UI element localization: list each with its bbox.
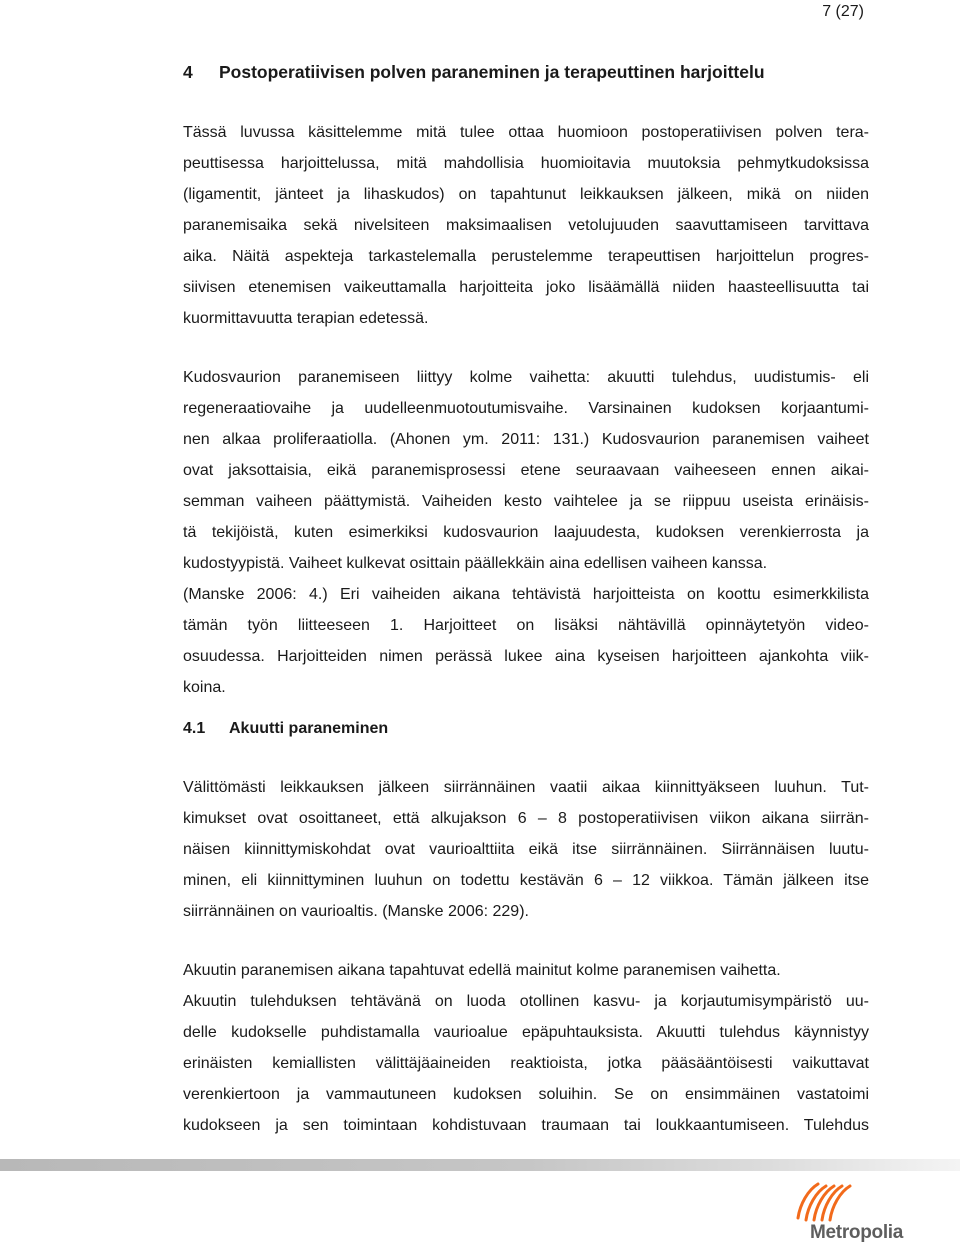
text-line: erinäisten kemiallisten välittäjäaineiden reaktioista, jotka pääsääntöisesti vaikuttavat	[183, 1055, 869, 1072]
text-line: aika. Näitä aspekteja tarkastelemalla perustelemme terapeuttisen harjoittelun progres-	[183, 248, 869, 265]
text-line: kimukset ovat osoittaneet, että alkujakson 6 – 8 postoperatiivisen viikon aikana siirrän-	[183, 810, 869, 827]
chapter-title: Postoperatiivisen polven paraneminen ja terapeuttinen harjoittelu	[219, 62, 765, 82]
text-line: kudostyypistä. Vaiheet kulkevat osittain päällekkäin aina edellisen vaiheen kanssa.	[183, 555, 768, 572]
text-line: paranemisaika sekä nivelsiteen maksimaalisen vetolujuuden saavuttamiseen tarvittava	[183, 217, 869, 234]
text-line: kudokseen ja sen toimintaan kohdistuvaan traumaan tai loukkaantumiseen. Tulehdus	[183, 1117, 869, 1134]
footer-bar	[0, 1159, 960, 1171]
page-number: 7 (27)	[822, 3, 864, 20]
text-line: Tässä luvussa käsittelemme mitä tulee ottaa huomioon postoperatiivisen polven tera-	[183, 124, 869, 141]
text-line: Kudosvaurion paranemiseen liittyy kolme vaihetta: akuutti tulehdus, uudistumis- eli	[183, 369, 869, 386]
text-line: Akuutin paranemisen aikana tapahtuvat edellä mainitut kolme paranemisen vaihetta.	[183, 962, 781, 979]
text-line: koina.	[183, 679, 226, 696]
text-line: semman vaiheen päättymistä. Vaiheiden kesto vaihtelee ja se riippuu useista erinäisis-	[183, 493, 869, 510]
text-line: (Manske 2006: 4.) Eri vaiheiden aikana tehtävistä harjoitteista on koottu esimerkkilista	[183, 586, 869, 603]
chapter-number: 4	[183, 62, 193, 82]
text-line: verenkiertoon ja vammautuneen kudoksen soluihin. Se on ensimmäinen vastatoimi	[183, 1086, 869, 1103]
chapter-heading	[183, 60, 883, 84]
text-line: delle kudokselle puhdistamalla vaurioalue epäpuhtauksista. Akuutti tulehdus käynnistyy	[183, 1024, 869, 1041]
section-heading	[183, 717, 388, 741]
text-line: minen, eli kiinnittyminen luuhun on todettu kestävän 6 – 12 viikkoa. Tämän jälkeen itse	[183, 872, 869, 889]
text-line: (ligamentit, jänteet ja lihaskudos) on tapahtunut leikkauksen jälkeen, mikä on niiden	[183, 186, 869, 203]
text-line: siirrännäinen on vaurioaltis. (Manske 2006: 229).	[183, 903, 529, 920]
text-line: siivisen etenemisen vaikeuttamalla harjoitteita joko lisäämällä niiden haasteellisuutta tai	[183, 279, 869, 296]
section-number: 4.1	[183, 720, 206, 737]
text-line: regeneraatiovaihe ja uudelleenmuotoutumisvaihe. Varsinainen kudoksen korjaantumi-	[183, 400, 869, 417]
text-line: Välittömästi leikkauksen jälkeen siirrännäinen vaatii aikaa kiinnittyäkseen luuhun. Tut-	[183, 779, 869, 796]
intro-paragraph	[183, 117, 869, 334]
text-line: näisen kiinnittymiskohdat ovat vaurioalttiita eikä itse siirrännäinen. Siirrännäisen luutu-	[183, 841, 869, 858]
text-line: tä tekijöistä, kuten esimerkiksi kudosvaurion laajuudesta, kudoksen verenkierrosta ja	[183, 524, 869, 541]
text-line: ovat jaksottaisia, eikä paranemisprosessi etene seuraavaan vaiheeseen ennen aikai-	[183, 462, 869, 479]
text-line: peuttisessa harjoittelussa, mitä mahdollisia huomioitavia muutoksia pehmytkudoksissa	[183, 155, 869, 172]
acute-inflammation-paragraph	[183, 955, 869, 1141]
text-line: osuudessa. Harjoitteiden nimen perässä lukee aina kyseisen harjoitteen ajankohta viik-	[183, 648, 869, 665]
text-line: nen alkaa proliferaatiolla. (Ahonen ym. 2011: 131.) Kudosvaurion paranemisen vaiheet	[183, 431, 869, 448]
graft-paragraph	[183, 772, 869, 927]
text-line: Akuutin tulehduksen tehtävänä on luoda otollinen kasvu- ja korjautumisympäristö uu-	[183, 993, 869, 1010]
text-line: kuormittavuutta terapian edetessä.	[183, 310, 429, 327]
section-title: Akuutti paraneminen	[229, 720, 389, 737]
healing-phases-paragraph	[183, 362, 869, 703]
text-line: tämän työn liitteeseen 1. Harjoitteet on lisäksi nähtävillä opinnäytetyön video-	[183, 617, 869, 634]
logo-text: Metropolia	[810, 1222, 904, 1243]
